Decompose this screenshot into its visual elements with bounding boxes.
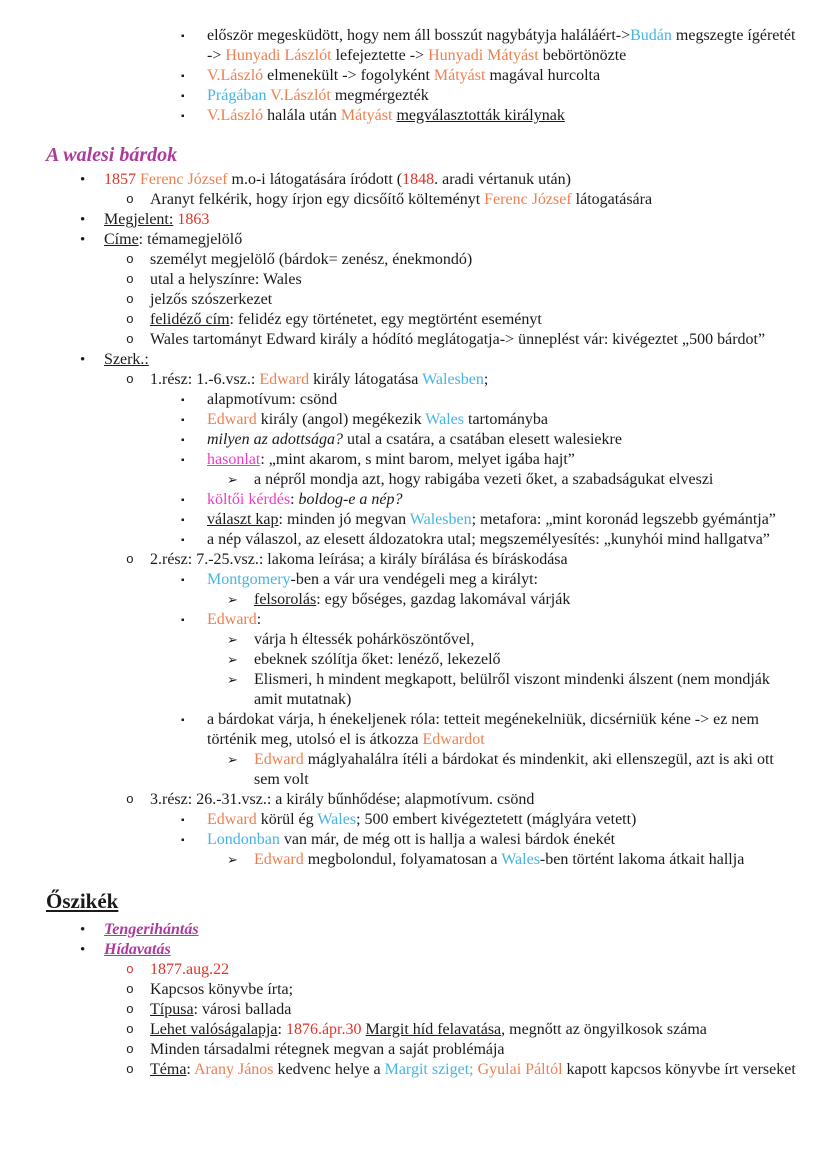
circle-bullet-icon: o	[126, 312, 134, 327]
text-run: Ferenc József	[484, 191, 572, 208]
text-run: a nép válaszol, az elesett áldozatokra utal; megszemélyesítés: „kunyhói mind hallgatva”	[207, 531, 770, 548]
list-item	[0, 850, 800, 870]
list-item	[0, 290, 800, 310]
text-run: , megnőtt az öngyilkosok száma	[501, 1021, 707, 1038]
text-run: V.László	[207, 107, 264, 124]
text-run: elmenekült -> fogolyként	[263, 67, 434, 84]
text-run: Edward	[259, 371, 310, 388]
list-item	[0, 1040, 800, 1060]
text-run: : „mint akarom, s mint barom, melyet igába hajt”	[260, 451, 575, 468]
list-item	[0, 630, 800, 650]
list-item	[0, 530, 800, 550]
text-run: magával hurcolta	[485, 67, 601, 84]
text-run: 1876.ápr.30	[285, 1021, 362, 1038]
text-run: hasonlat	[207, 451, 261, 468]
square-bullet-icon: ▪	[181, 91, 185, 102]
text-run: 1877.aug.22	[150, 961, 230, 978]
text-run: király látogatása	[309, 371, 423, 388]
square-bullet-icon: ▪	[181, 415, 185, 426]
square-bullet-icon: ▪	[181, 515, 185, 526]
document-content	[0, 26, 800, 1080]
arrow-bullet-icon: ➢	[227, 652, 238, 667]
square-bullet-icon: ▪	[181, 615, 185, 626]
text-run: Hunyadi Mátyást	[428, 47, 539, 64]
text-run: a bárdokat várja, h énekeljenek róla: tetteit megénekelniük, dicsérniük kéne -> ez nem történik meg, utolsó el is átkozza	[207, 711, 759, 748]
list-item	[0, 750, 800, 790]
text-run: lefejeztette ->	[331, 47, 429, 64]
disc-bullet-icon: •	[80, 212, 86, 228]
text-run: költői kérdés	[207, 491, 291, 508]
list-item	[0, 610, 800, 630]
list-item	[0, 86, 800, 106]
list-item	[0, 370, 800, 390]
square-bullet-icon: ▪	[181, 71, 185, 82]
text-run: megválasztották királynak	[396, 107, 565, 124]
text-run: személyt megjelölő (bárdok= zenész, énekmondó)	[150, 251, 473, 268]
arrow-bullet-icon: ➢	[227, 592, 238, 607]
text-run: V.Lászlót	[270, 87, 331, 104]
text-run: :	[256, 611, 262, 628]
square-bullet-icon: ▪	[181, 835, 185, 846]
circle-bullet-icon: o	[126, 372, 134, 387]
text-run: Típusa	[150, 1001, 194, 1018]
text-run: kedvenc helye a	[273, 1061, 385, 1078]
text-run: ; 500 embert kivégeztetett (máglyára vetett)	[356, 811, 637, 828]
square-bullet-icon: ▪	[181, 111, 185, 122]
list-item	[0, 920, 800, 940]
text-run: Wales tartományt Edward király a hódító meglátogatja-> ünneplést vár: kivégeztet „500 bárdot”	[150, 331, 766, 348]
circle-bullet-icon: o	[126, 252, 134, 267]
text-run: : egy bőséges, gazdag lakomával várják	[316, 591, 571, 608]
text-run: Montgomery	[207, 571, 291, 588]
square-bullet-icon: ▪	[181, 435, 185, 446]
text-run: :	[290, 491, 299, 508]
text-run: Edward	[254, 751, 304, 768]
text-run: Wales	[425, 411, 464, 428]
text-run: körül ég	[256, 811, 318, 828]
text-run: máglyahalálra ítéli a bárdokat és mindenkit, aki ellenszegül, azt is aki ott sem volt	[254, 751, 774, 788]
square-bullet-icon: ▪	[181, 395, 185, 406]
list-item	[0, 550, 800, 570]
list-item	[0, 470, 800, 490]
text-run: király (angol) megékezik	[256, 411, 426, 428]
text-run: látogatására	[571, 191, 653, 208]
text-run: Edwardot	[422, 731, 485, 748]
text-run: megbolondul, folyamatosan a	[303, 851, 502, 868]
list-item	[0, 650, 800, 670]
disc-bullet-icon: •	[80, 232, 86, 248]
text-run: Minden társadalmi rétegnek megvan a saját problémája	[150, 1041, 505, 1058]
text-run: megmérgezték	[330, 87, 429, 104]
square-bullet-icon: ▪	[181, 715, 185, 726]
list-item	[0, 190, 800, 210]
disc-bullet-icon: •	[80, 922, 86, 938]
text-run: Gyulai Páltól	[477, 1061, 563, 1078]
text-run: 1863	[177, 211, 210, 228]
text-run: Prágában	[207, 87, 267, 104]
circle-bullet-icon: o	[126, 982, 134, 997]
text-run: alapmotívum: csönd	[207, 391, 338, 408]
text-run: Tengerihántás	[104, 921, 199, 938]
list-item	[0, 430, 800, 450]
text-run: . aradi vértanuk után)	[434, 171, 571, 188]
square-bullet-icon: ▪	[181, 575, 185, 586]
text-run: Walesben	[409, 511, 472, 528]
list-item	[0, 980, 800, 1000]
text-run: várja h éltessék pohárköszöntővel,	[254, 631, 475, 648]
text-run: felsorolás	[254, 591, 317, 608]
list-item	[0, 570, 800, 590]
list-item	[0, 26, 800, 66]
circle-bullet-icon: o	[126, 552, 134, 567]
text-run: 3.rész: 26.-31.vsz.: a király bűnhődése; alapmotívum. csönd	[150, 791, 535, 808]
circle-bullet-icon: o	[126, 292, 134, 307]
text-run: Megjelent:	[104, 211, 174, 228]
text-run: Margit híd felavatása	[365, 1021, 502, 1038]
list-item	[0, 250, 800, 270]
text-run: milyen az adottsága?	[207, 431, 343, 448]
list-item	[0, 710, 800, 750]
text-run: 2.rész: 7.-25.vsz.: lakoma leírása; a király bírálása és bíráskodása	[150, 551, 568, 568]
list-item	[0, 66, 800, 86]
text-run: 1848	[402, 171, 435, 188]
list-item	[0, 1060, 800, 1080]
text-run: tartományba	[464, 411, 548, 428]
text-run: Téma	[150, 1061, 187, 1078]
text-run: ; metafora: „mint koronád legszebb gyémántja”	[471, 511, 776, 528]
text-run: m.o-i látogatására íródott (	[227, 171, 403, 188]
text-run: : városi ballada	[193, 1001, 292, 1018]
text-run: 1857	[104, 171, 136, 188]
text-run: Wales	[501, 851, 540, 868]
disc-bullet-icon: •	[80, 942, 86, 958]
text-run: Címe	[104, 231, 139, 248]
circle-bullet-icon: o	[126, 1022, 134, 1037]
section-heading	[0, 142, 800, 168]
text-run: Hunyadi Lászlót	[225, 47, 332, 64]
text-run: ebeknek szólítja őket: lenéző, lekezelő	[254, 651, 501, 668]
list-item	[0, 940, 800, 960]
list-item	[0, 960, 800, 980]
text-run: Mátyást	[340, 107, 393, 124]
arrow-bullet-icon: ➢	[227, 672, 238, 687]
square-bullet-icon: ▪	[181, 495, 185, 506]
text-run: Londonban	[207, 831, 280, 848]
arrow-bullet-icon: ➢	[227, 852, 238, 867]
list-item	[0, 450, 800, 470]
text-run: bebörtönözte	[538, 47, 627, 64]
text-run: Szerk.:	[104, 351, 149, 368]
disc-bullet-icon: •	[80, 352, 86, 368]
arrow-bullet-icon: ➢	[227, 752, 238, 767]
text-run: Kapcsos könyvbe írta;	[150, 981, 294, 998]
text-run: Edward	[207, 811, 257, 828]
text-run: Margit sziget;	[384, 1061, 474, 1078]
circle-bullet-icon: o	[126, 1002, 134, 1017]
text-run: Aranyt felkérik, hogy írjon egy dicsőítő költeményt	[150, 191, 485, 208]
text-run: :	[186, 1061, 194, 1078]
text-run: boldog-e a nép?	[298, 491, 403, 508]
list-item	[0, 510, 800, 530]
text-run: -ben történt lakoma átkait hallja	[539, 851, 745, 868]
list-item	[0, 670, 800, 710]
text-run: -ben a vár ura vendégeli meg a királyt:	[290, 571, 538, 588]
list-item	[0, 330, 800, 350]
text-run: Hídavatás	[104, 941, 171, 958]
text-run: Edward	[207, 411, 257, 428]
text-run: Edward	[254, 851, 304, 868]
circle-bullet-icon: o	[126, 962, 134, 977]
text-run: van már, de még ott is hallja a walesi bárdok énekét	[279, 831, 616, 848]
arrow-bullet-icon: ➢	[227, 472, 238, 487]
text-run: : minden jó megvan	[278, 511, 410, 528]
text-run: 1.rész: 1.-6.vsz.:	[150, 371, 260, 388]
text-run: Lehet valóságalapja	[150, 1021, 278, 1038]
text-run: jelzős szószerkezet	[150, 291, 273, 308]
list-item	[0, 490, 800, 510]
text-run: Elismeri, h mindent megkapott, belülről viszont mindenki álszent (nem mondják amit mutatnak)	[254, 671, 770, 708]
list-item	[0, 1020, 800, 1040]
text-run: :	[277, 1021, 286, 1038]
text-run: V.László	[207, 67, 264, 84]
list-item	[0, 590, 800, 610]
circle-bullet-icon: o	[126, 332, 134, 347]
text-run: Budán	[630, 27, 672, 44]
list-item	[0, 170, 800, 190]
circle-bullet-icon: o	[126, 192, 134, 207]
list-item	[0, 350, 800, 370]
circle-bullet-icon: o	[126, 1062, 134, 1077]
text-run: utal a csatára, a csatában elesett walesiekre	[343, 431, 622, 448]
list-item	[0, 230, 800, 250]
text-run: megszegte ígéretét ->	[207, 27, 796, 64]
text-run: : felidéz egy történetet, egy megtörtént eseményt	[229, 311, 542, 328]
list-item	[0, 390, 800, 410]
list-item	[0, 1000, 800, 1020]
list-item	[0, 410, 800, 430]
list-item	[0, 790, 800, 810]
text-run: a népről mondja azt, hogy rabigába vezeti őket, a szabadságukat elveszi	[254, 471, 714, 488]
list-item	[0, 310, 800, 330]
text-run: Arany János	[193, 1061, 274, 1078]
list-item	[0, 270, 800, 290]
text-run: először megesküdött, hogy nem áll bosszút nagybátyja haláláért->	[207, 27, 631, 44]
list-item	[0, 210, 800, 230]
section-heading	[0, 888, 800, 914]
text-run: választ kap	[207, 511, 279, 528]
circle-bullet-icon: o	[126, 792, 134, 807]
text-run: halála után	[263, 107, 341, 124]
text-run: : témamegjelölő	[138, 231, 243, 248]
text-run: felidéző cím	[150, 311, 230, 328]
arrow-bullet-icon: ➢	[227, 632, 238, 647]
square-bullet-icon: ▪	[181, 815, 185, 826]
text-run: Walesben	[422, 371, 484, 388]
square-bullet-icon: ▪	[181, 455, 185, 466]
text-run: A walesi bárdok	[46, 144, 178, 166]
square-bullet-icon: ▪	[181, 31, 185, 42]
text-run: utal a helyszínre: Wales	[150, 271, 302, 288]
circle-bullet-icon: o	[126, 1042, 134, 1057]
text-run: Edward	[207, 611, 257, 628]
list-item	[0, 810, 800, 830]
text-run: ;	[483, 371, 489, 388]
text-run: kapott kapcsos könyvbe írt verseket	[562, 1061, 796, 1078]
list-item	[0, 830, 800, 850]
list-item	[0, 106, 800, 126]
text-run: Wales	[317, 811, 357, 828]
text-run: Ferenc József	[140, 171, 228, 188]
circle-bullet-icon: o	[126, 272, 134, 287]
square-bullet-icon: ▪	[181, 535, 185, 546]
text-run: Őszikék	[46, 889, 119, 913]
text-run: Mátyást	[433, 67, 486, 84]
disc-bullet-icon: •	[80, 172, 86, 188]
